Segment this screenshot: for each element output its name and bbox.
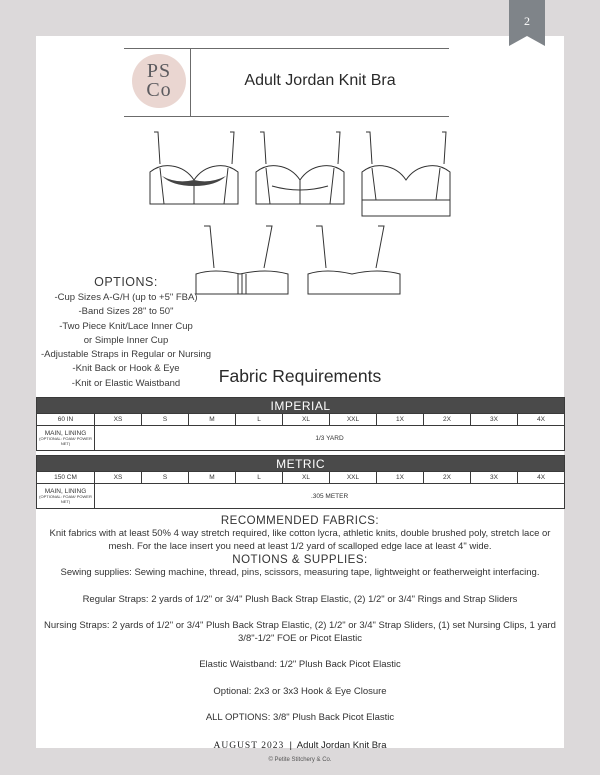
size-header: S xyxy=(142,472,189,484)
size-header: 1X xyxy=(377,414,424,426)
size-header: 3X xyxy=(471,414,518,426)
option-item: -Cup Sizes A-G/H (up to +5" FBA) xyxy=(54,292,198,303)
size-header: XXL xyxy=(330,472,377,484)
optional-closure: Optional: 2x3 or 3x3 Hook & Eye Closure xyxy=(213,685,387,697)
footer-date: AUGUST 2023 xyxy=(213,741,285,751)
size-header: L xyxy=(236,414,283,426)
option-item: -Band Sizes 28" to 50" xyxy=(78,306,174,318)
imperial-band: IMPERIAL xyxy=(37,398,565,414)
brand-logo xyxy=(132,54,186,108)
fabric-type-label: MAIN, LINING xyxy=(44,488,87,495)
size-header: M xyxy=(189,414,236,426)
bra-front-lace-illustration xyxy=(146,128,242,212)
supplies-section xyxy=(36,514,564,725)
meterage-value: .305 METER xyxy=(95,484,565,509)
size-header: 2X xyxy=(424,414,471,426)
page-number: 2 xyxy=(524,14,530,28)
option-item: -Knit or Elastic Waistband xyxy=(71,377,181,389)
recommended-text: Knit fabrics with at least 50% 4 way stretch required, like cotton lycra, athletic knits, double brushed poly, stretch lace or mesh. For the lace insert you need at least 1/2 yard of scalloped edge lace at least 4" wide. xyxy=(49,528,551,552)
fabric-width-cell: 60 IN xyxy=(37,414,95,426)
metric-table xyxy=(36,455,565,509)
bra-back-knit-illustration xyxy=(306,222,402,298)
size-header: 2X xyxy=(424,472,471,484)
regular-straps: Regular Straps: 2 yards of 1/2" or 3/4" Plush Back Strap Elastic, (2) 1/2" or 3/4" Rings and Strap Sliders xyxy=(82,593,518,605)
notions-heading: NOTIONS & SUPPLIES: xyxy=(232,554,368,566)
option-item: or Simple Inner Cup xyxy=(83,334,169,346)
header-rule-bottom xyxy=(124,116,449,117)
size-header: 1X xyxy=(377,472,424,484)
header-rule-top xyxy=(124,48,449,49)
imperial-table xyxy=(36,397,565,451)
size-header: 4X xyxy=(518,472,565,484)
recommended-heading: RECOMMENDED FABRICS: xyxy=(220,515,380,527)
fabric-type-cell xyxy=(37,426,95,451)
footer xyxy=(0,740,600,751)
footer-separator: | xyxy=(289,740,292,751)
size-header: S xyxy=(142,414,189,426)
footer-pattern-name: Adult Jordan Knit Bra xyxy=(296,740,387,751)
nursing-straps: Nursing Straps: 2 yards of 1/2" or 3/4" Plush Back Strap Elastic, (2) 1/2" or 3/4" Strap Sliders, (1) set Nursing Clips, 1 yard 3/8"-1/2" FOE or Picot Elastic xyxy=(44,620,556,644)
fabric-requirements-heading: Fabric Requirements xyxy=(218,366,382,386)
option-item: -Adjustable Straps in Regular or Nursing xyxy=(40,349,212,361)
all-options: ALL OPTIONS: 3/8" Plush Back Picot Elastic xyxy=(205,712,395,723)
fabric-width-cell: 150 CM xyxy=(37,472,95,484)
bra-back-illustration xyxy=(358,128,454,220)
sewing-supplies: Sewing supplies: Sewing machine, thread, pins, scissors, measuring tape, lightweight or featherweight interfacing. xyxy=(60,567,540,578)
fabric-type-note: (OPTIONAL: FOAM/ POWER NET) xyxy=(39,436,92,446)
size-header: XL xyxy=(283,472,330,484)
size-header: XS xyxy=(95,472,142,484)
size-header: XS xyxy=(95,414,142,426)
option-item: -Knit Back or Hook & Eye xyxy=(72,363,180,375)
bra-front-simple-illustration xyxy=(252,128,348,212)
fabric-type-label: MAIN, LINING xyxy=(44,430,87,437)
size-header: M xyxy=(189,472,236,484)
size-header: 3X xyxy=(471,472,518,484)
fabric-type-note: (OPTIONAL: FOAM/ POWER NET) xyxy=(39,494,92,504)
options-heading: OPTIONS: xyxy=(94,275,158,289)
option-item: -Two Piece Knit/Lace Inner Cup xyxy=(59,320,193,332)
copyright: © Petite Stitchery & Co. xyxy=(268,757,332,763)
logo-line-2: Co xyxy=(146,79,172,101)
metric-band: METRIC xyxy=(37,456,565,472)
size-header: XXL xyxy=(330,414,377,426)
size-header: 4X xyxy=(518,414,565,426)
size-header: L xyxy=(236,472,283,484)
fabric-type-cell xyxy=(37,484,95,509)
pattern-title: Adult Jordan Knit Bra xyxy=(244,72,396,89)
yardage-value: 1/3 YARD xyxy=(95,426,565,451)
logo-line-1: PS xyxy=(146,60,172,82)
elastic-waistband: Elastic Waistband: 1/2" Plush Back Picot Elastic xyxy=(199,659,401,670)
size-header: XL xyxy=(283,414,330,426)
